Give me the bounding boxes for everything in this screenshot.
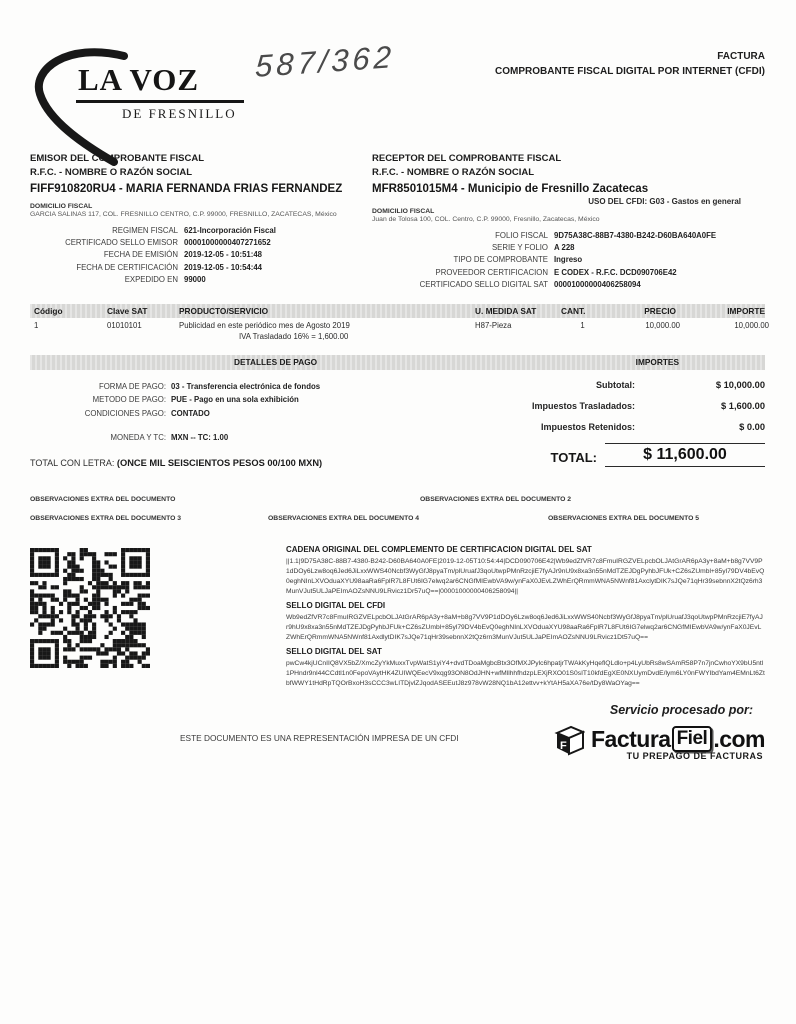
field-row	[372, 230, 765, 242]
sello-cfdi-text: Wb9edZfVR7c8FmuIRGZVELpcbOLJAtGrAR6pA3y+8aM+b8g7VV9P1dDOy6Lzw8oq6Jed6JiLxxWWS40Ncbf3WyGfJ8pyaTm/plUruafJ3qoUtwpPMnRzcjiE7fyAJr9hU9x8xa3n55nMdTZEJDgPyhbJFUk+CZ6sZUmbl+85yl79DV4bEvQ0eghNInLXVOduaXYU98aaRa6FplR7L8FUt6IG7elwq2ar6CNGfMIEwbVA9w/ynFaX0JEvLZWhErQRmmWNA5NWnf81AxdlytDIK7sJQe71qHr39sebnnX2tQz6rn3MunVJut5ULJaPEImAOZsNNU9LRvicz1Dt57uQ==	[286, 614, 763, 642]
sello-sat-text: pwCw4kjUCnIIQ8VX5bZ/XmcZyYkMuxxTvpWatS1yiY4+dvdTDoaMgbcBtx3OfMXJPylc6hpatjrTWAkKyHqeflQLdlo+p4LyUbRs8wSAmR58P7n7jnCwhoYX9bU5ntl1PHndr9nl44CCdtl1n0FepoVAytHK4ZUIWQEecV9xqg93ON8OdJHN+wfMllhhfhdzpLEXjRXO01S0sIT10kfdEgXE0NXUymDvdE/lym6LY0nFWYIbdYam4EMnLt6ZtbfWWY1tHdRpTQOrBxoH3sCCC3wLITDjvlZJqodASEEutJ8z978vW28NQ1bA12ettvv+kYtAH5aXA76e/tDy8WaOYag==	[286, 660, 765, 688]
receptor-domicilio: Juan de Tolosa 100, COL. Centro, C.P. 99000, Fresnillo, Zacatecas, México	[372, 215, 600, 223]
items-table	[30, 304, 769, 341]
field-value: 99000	[184, 275, 206, 285]
field-label: SERIE Y FOLIO	[491, 242, 548, 252]
field-row	[30, 262, 372, 274]
receptor-title: RECEPTOR DEL COMPROBANTE FISCAL	[372, 153, 562, 164]
field-row	[30, 225, 372, 237]
facturafiel-tagline: TU PREPAGO DE FACTURAS	[626, 751, 763, 762]
total-letra-value: (ONCE MIL SEISCIENTOS PESOS 00/100 MXN)	[116, 458, 323, 469]
total-row	[480, 443, 765, 467]
col-header-codigo: Código	[34, 305, 63, 316]
importe-label: Subtotal:	[596, 379, 635, 390]
header	[30, 39, 765, 148]
pago-row	[30, 407, 322, 421]
document-title	[495, 50, 765, 79]
field-label: FECHA DE EMISIÓN	[103, 250, 178, 260]
band-detalles-label: DETALLES DE PAGO	[234, 357, 318, 368]
observaciones-row1	[30, 496, 765, 503]
pago-row	[30, 393, 322, 407]
field-value: 621-Incorporación Fiscal	[184, 225, 276, 235]
observaciones-doc4: OBSERVACIONES EXTRA DEL DOCUMENTO 4	[268, 514, 420, 522]
pago-value: 03 - Transferencia electrónica de fondos	[171, 381, 321, 391]
field-row	[30, 274, 372, 286]
observaciones-doc3: OBSERVACIONES EXTRA DEL DOCUMENTO 3	[30, 514, 182, 522]
field-value: Ingreso	[554, 255, 583, 265]
emisor-rfc-name: FIFF910820RU4 - MARIA FERNANDA FRIAS FERNANDEZ	[30, 182, 343, 195]
uso-cfdi: USO DEL CFDI: G03 - Gastos en general	[588, 196, 741, 206]
pago-label: FORMA DE PAGO:	[98, 381, 166, 391]
pago-label: METODO DE PAGO:	[92, 395, 166, 405]
field-row	[372, 254, 765, 266]
field-row	[372, 242, 765, 254]
items-table-header	[30, 304, 765, 318]
cell-cant: 1	[580, 320, 585, 330]
field-row	[372, 267, 765, 279]
pago-row	[30, 380, 322, 394]
document-title-line1: FACTURA	[717, 51, 765, 62]
cell-unidad: H87-Pieza	[475, 320, 512, 330]
importe-value: $ 0.00	[739, 421, 765, 432]
field-value: A 228	[554, 242, 575, 252]
field-row	[30, 237, 372, 249]
emisor-rfc-label: R.F.C. - NOMBRE O RAZÓN SOCIAL	[30, 167, 193, 179]
field-label: EXPEDIDO EN	[124, 275, 178, 285]
field-label: CERTIFICADO SELLO EMISOR	[65, 237, 178, 247]
emisor-title: EMISOR DEL COMPROBANTE FISCAL	[30, 153, 204, 164]
total-con-letra	[30, 458, 322, 468]
certification-section	[30, 544, 765, 689]
emisor-domicilio: GARCIA SALINAS 117, COL. FRESNILLO CENTRO, C.P. 99000, FRESNILLO, ZACATECAS, México	[30, 210, 337, 218]
field-label: CERTIFICADO SELLO DIGITAL SAT	[419, 280, 548, 290]
facturafiel-cube-icon	[551, 721, 585, 757]
importe-label: Impuestos Retenidos:	[540, 421, 635, 432]
payment-band	[30, 355, 765, 370]
lavoz-logo	[30, 44, 245, 144]
logo-subtitle: DE FRESNILLO	[122, 106, 237, 121]
observaciones-doc5: OBSERVACIONES EXTRA DEL DOCUMENTO 5	[548, 514, 700, 522]
field-row	[372, 279, 765, 291]
cell-codigo: 1	[34, 320, 39, 330]
receptor-rfc-name: MFR8501015M4 - Municipio de Fresnillo Zacatecas	[372, 182, 649, 195]
importe-label: Impuestos Trasladados:	[531, 400, 635, 411]
field-value: E CODEX - R.F.C. DCD090706E42	[554, 267, 677, 277]
observaciones-row2	[30, 515, 765, 522]
field-value: 9D75A38C-88B7-4380-B242-D60BA640A0FE	[554, 230, 717, 240]
total-value: $ 11,600.00	[605, 443, 765, 467]
sello-cfdi-title: SELLO DIGITAL DEL CFDI	[286, 601, 386, 611]
producto-line2: IVA Trasladado 16% = 1,600.00	[239, 331, 349, 341]
importe-row	[480, 422, 765, 432]
observaciones-doc1: OBSERVACIONES EXTRA DEL DOCUMENTO	[30, 495, 176, 503]
field-label: FOLIO FISCAL	[495, 230, 548, 240]
receptor-block	[372, 152, 765, 292]
producto-line1: Publicidad en este periódico mes de Agosto 2019	[179, 320, 350, 330]
importe-value: $ 10,000.00	[715, 379, 765, 390]
importe-value: $ 1,600.00	[721, 400, 765, 411]
col-header-unidad: U. MEDIDA SAT	[475, 305, 537, 316]
col-header-importe: IMPORTE	[727, 305, 765, 316]
document-title-line2: COMPROBANTE FISCAL DIGITAL POR INTERNET (CFDI)	[495, 65, 765, 77]
brand-fiel: Fiel	[672, 726, 713, 752]
total-label: TOTAL:	[550, 449, 597, 465]
total-letra-label: TOTAL CON LETRA:	[30, 458, 115, 469]
payment-details	[30, 380, 322, 469]
qr-code-image	[30, 548, 150, 668]
emisor-fields	[30, 225, 372, 287]
pago-value: PUE - Pago en una sola exhibición	[171, 395, 299, 405]
emisor-block	[30, 152, 372, 292]
pago-row	[30, 431, 322, 445]
sello-sat-title: SELLO DIGITAL DEL SAT	[286, 647, 382, 657]
footer	[30, 703, 765, 773]
cell-precio: 10,000.00	[645, 320, 680, 330]
cadena-original-text: ||1.1|9D75A38C-88B7-4380-B242-D60BA640A0FE|2019-12-05T10:54:44|DCD090706E42|Wb9edZfVR7c8FmuIRGZVELpcbOLJAtGrAR6pA3y+8aM+b8g7VV9P1dDOy6Lzw8oq6Jed6JiLxxWWS40Ncbf3WyGfJ8pyaTm/plUruafJ3qoUtwpPMnRzcjiE7fyAJr9nU9x8xa3n55nMdTZEJDgPyhbJFUk+CZ6sZUmbl+85yl79DV4bEvQ0eghNInLXVOduaXYU98aaRa6FplR7L8FUt6IG7elwq2ar6CNGfMIEwbVA9w/ynFaX0JEvLZWhErQRmmWNA5NWnf81AxclytDIK7sJQe71qHr39sebnnX2tQz6rh3MunVJut5ULJaPEImAOZsNNU9LRvicz1Dr57uQ==|00001000000406258094||	[286, 557, 765, 595]
observaciones-section	[30, 496, 765, 522]
cell-clave-sat: 01010101	[107, 320, 142, 330]
field-value: 00001000000407271652	[184, 237, 271, 247]
pago-label: CONDICIONES PAGO:	[84, 409, 166, 419]
logo-title: LA VOZ	[78, 62, 200, 97]
field-label: FECHA DE CERTIFICACIÓN	[76, 262, 178, 272]
importe-row	[480, 401, 765, 411]
field-row	[30, 249, 372, 261]
field-value: 2019-12-05 - 10:51:48	[184, 250, 263, 260]
logo-rule	[76, 100, 244, 103]
field-label: TIPO DE COMPROBANTE	[453, 255, 548, 265]
procesado-por-label: Servicio procesado por:	[609, 703, 753, 718]
parties-section	[30, 152, 765, 292]
receptor-domicilio-label: DOMICILIO FISCAL	[372, 207, 435, 215]
importe-row	[480, 380, 765, 390]
field-value: 00001000000406258094	[554, 280, 641, 290]
band-importes-label: IMPORTES	[635, 357, 679, 368]
payment-area	[30, 380, 765, 490]
col-header-producto: PRODUCTO/SERVICIO	[179, 305, 269, 316]
field-label: PROVEEDOR CERTIFICACION	[435, 267, 548, 277]
svg-text:F: F	[559, 740, 567, 753]
pago-label: MONEDA Y TC:	[110, 432, 166, 442]
handwritten-folio: 587/362	[254, 39, 396, 84]
observaciones-doc2: OBSERVACIONES EXTRA DEL DOCUMENTO 2	[420, 495, 572, 503]
col-header-cant: CANT.	[561, 305, 586, 316]
cadena-original-title: CADENA ORIGINAL DEL COMPLEMENTO DE CERTIFICACION DIGITAL DEL SAT	[286, 544, 592, 554]
receptor-rfc-label: R.F.C. - NOMBRE O RAZÓN SOCIAL	[372, 167, 535, 179]
emisor-domicilio-label: DOMICILIO FISCAL	[30, 202, 93, 210]
field-value: 2019-12-05 - 10:54:44	[184, 262, 263, 272]
field-label: REGIMEN FISCAL	[112, 225, 178, 235]
qr-code	[30, 544, 286, 689]
table-row	[30, 318, 769, 341]
facturafiel-wordmark	[591, 726, 765, 753]
seals-block	[286, 544, 765, 689]
cell-importe: 10,000.00	[734, 320, 769, 330]
col-header-precio: PRECIO	[644, 305, 676, 316]
pago-value: MXN -- TC: 1.00	[171, 432, 229, 442]
cfdi-representation-note: ESTE DOCUMENTO ES UNA REPRESENTACIÓN IMPRESA DE UN CFDI	[180, 733, 459, 744]
pago-value: CONTADO	[171, 409, 210, 419]
col-header-clave-sat: Clave SAT	[107, 305, 148, 316]
brand-factura: Factura	[590, 725, 671, 752]
brand-com: .com	[713, 725, 765, 752]
importes-block	[480, 380, 765, 467]
receptor-fields	[372, 230, 765, 292]
cell-producto	[179, 321, 475, 341]
